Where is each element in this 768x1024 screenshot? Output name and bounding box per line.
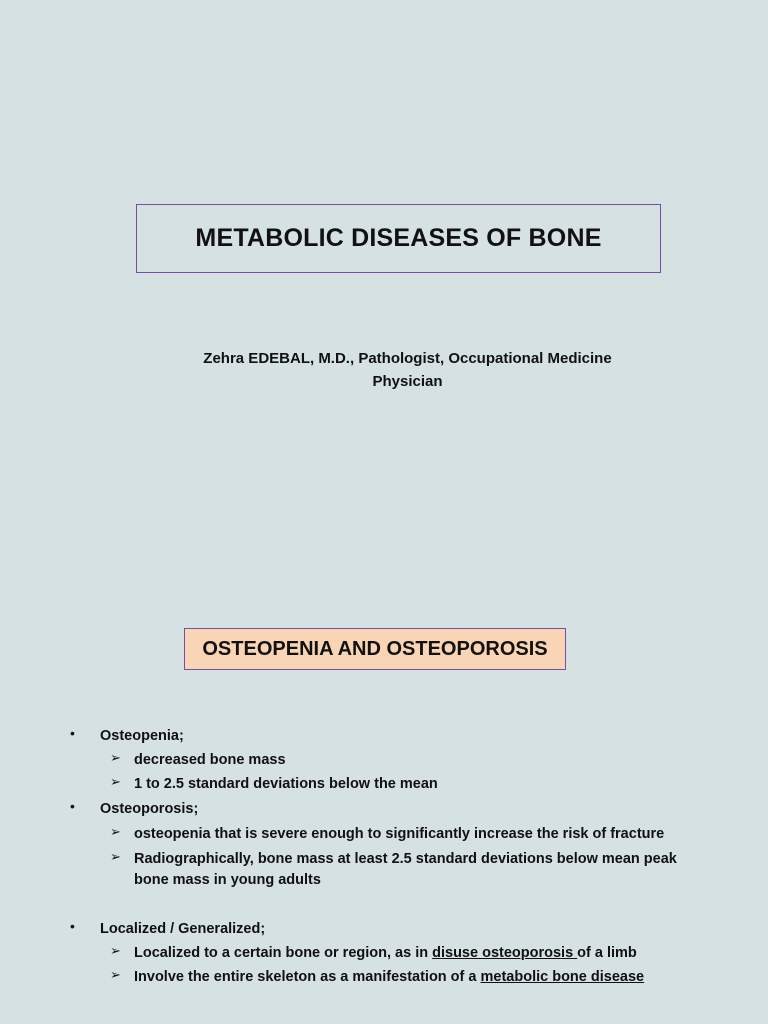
slide-title: METABOLIC DISEASES OF BONE (195, 224, 602, 252)
osteopenia-label: Osteopenia; (100, 728, 184, 744)
bullet-icon: • (70, 918, 75, 934)
disuse-osteoporosis-link: disuse osteoporosis (432, 945, 578, 961)
osteoporosis-item-2-cont: bone mass in young adults (134, 872, 321, 888)
arrow-bullet-icon: ➢ (110, 967, 121, 982)
osteopenia-item-2: 1 to 2.5 standard deviations below the mean (134, 776, 438, 792)
osteopenia-item-1: decreased bone mass (134, 752, 286, 768)
localized-item-1: Localized to a certain bone or region, as in disuse osteoporosis of a limb (134, 945, 637, 961)
bullet-icon: • (70, 798, 75, 814)
localized-item-2: Involve the entire skeleton as a manifestation of a metabolic bone disease (134, 969, 645, 985)
osteoporosis-item-1: osteopenia that is severe enough to significantly increase the risk of fracture (134, 826, 665, 842)
osteoporosis-label: Osteoporosis; (100, 801, 199, 817)
metabolic-bone-disease-link: metabolic bone disease (480, 969, 645, 985)
author-line-2: Physician (372, 373, 443, 390)
bullet-icon: • (70, 725, 75, 741)
author-line-1: Zehra EDEBAL, M.D., Pathologist, Occupational Medicine (203, 350, 612, 367)
arrow-bullet-icon: ➢ (110, 750, 121, 765)
localized-label: Localized / Generalized; (100, 921, 266, 937)
arrow-bullet-icon: ➢ (110, 849, 121, 864)
arrow-bullet-icon: ➢ (110, 774, 121, 789)
arrow-bullet-icon: ➢ (110, 824, 121, 839)
section-heading: OSTEOPENIA AND OSTEOPOROSIS (202, 637, 548, 660)
osteoporosis-item-2: Radiographically, bone mass at least 2.5 standard deviations below mean peak (134, 851, 677, 867)
arrow-bullet-icon: ➢ (110, 943, 121, 958)
